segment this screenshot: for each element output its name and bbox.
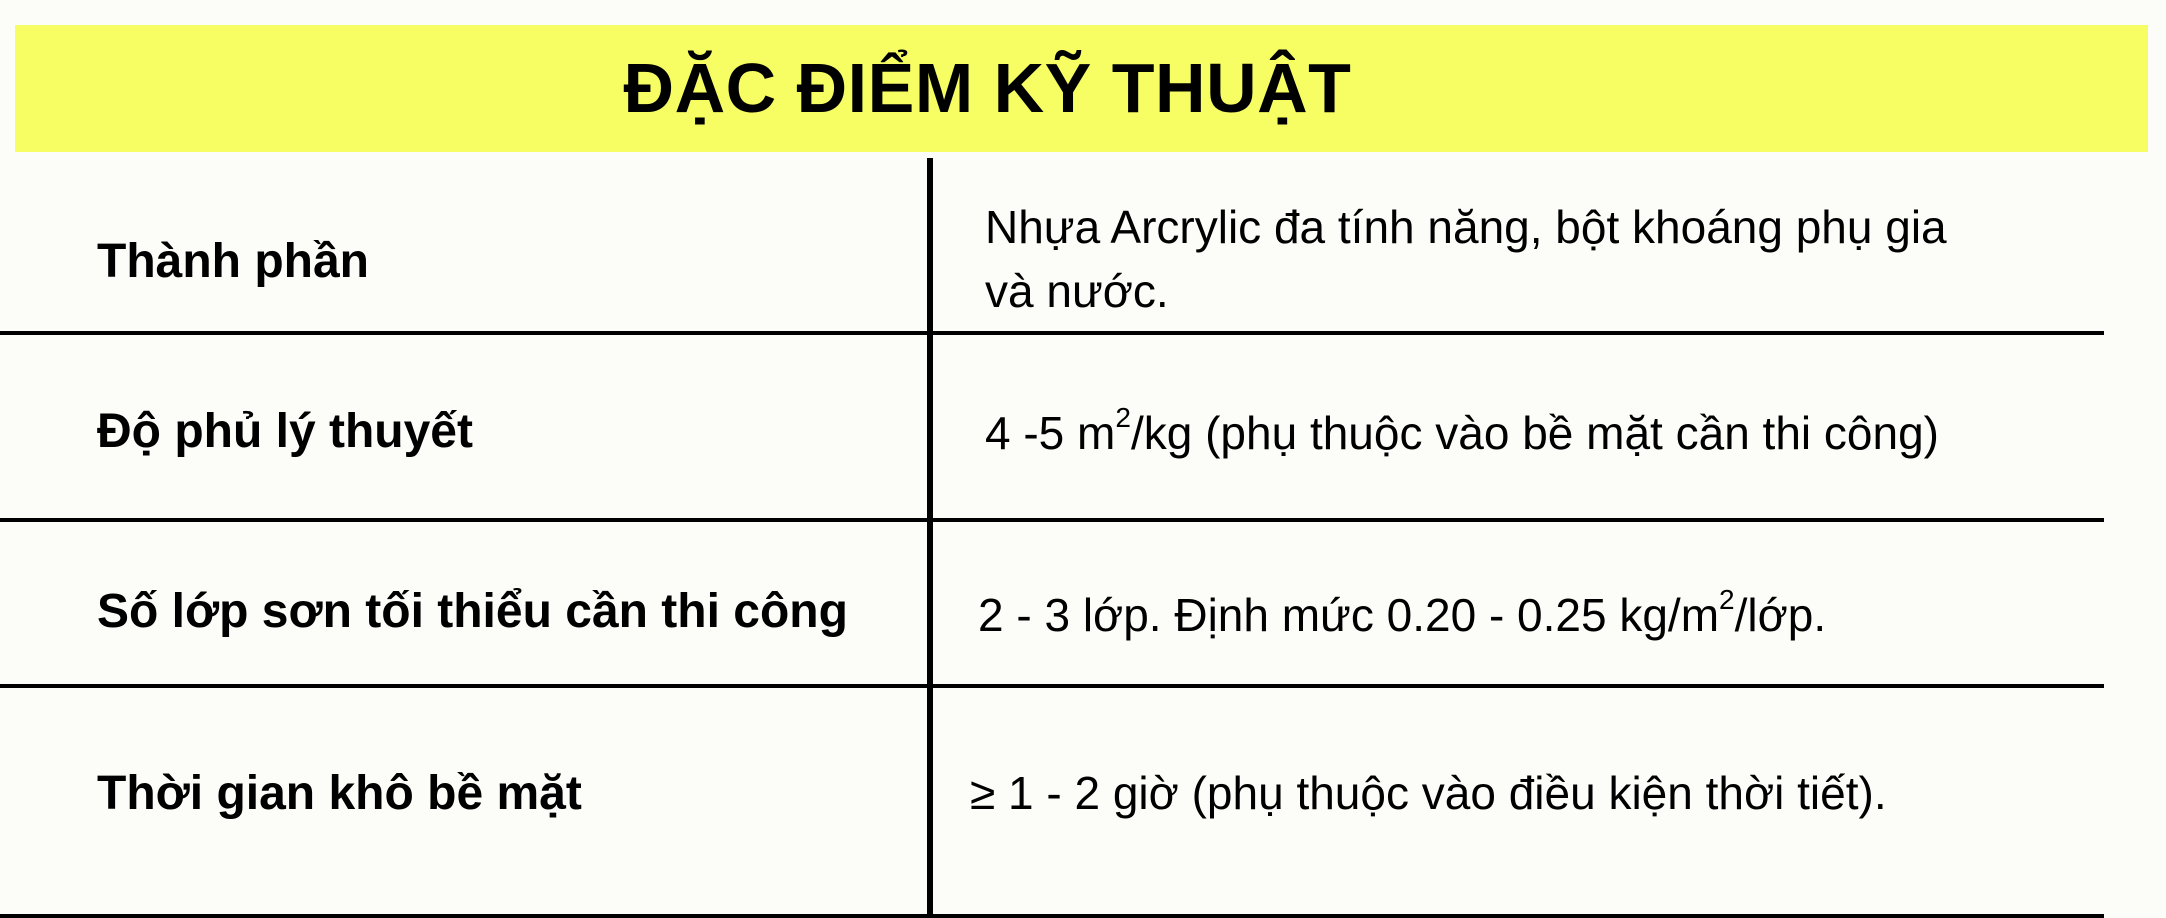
row-divider xyxy=(0,684,2104,688)
page-title: ĐẶC ĐIỂM KỸ THUẬT xyxy=(623,49,1352,127)
column-divider xyxy=(927,158,933,918)
superscript: 2 xyxy=(1719,583,1735,615)
spec-label-drying-time: Thời gian khô bề mặt xyxy=(97,767,582,820)
row-divider xyxy=(0,518,2104,522)
spec-value-coverage xyxy=(985,401,1939,465)
spec-value-composition xyxy=(985,195,1947,323)
row-divider xyxy=(0,331,2104,335)
spec-value-composition-line1: Nhựa Arcrylic đa tính năng, bột khoáng phụ gia xyxy=(985,201,1947,253)
spec-value-drying-time: ≥ 1 - 2 giờ (phụ thuộc vào điều kiện thời tiết). xyxy=(970,767,1887,819)
spec-value-composition-line2: và nước. xyxy=(985,265,1169,317)
spec-value-coats xyxy=(978,583,1826,647)
spec-label-coats: Số lớp sơn tối thiểu cần thi công xyxy=(97,585,848,638)
superscript: 2 xyxy=(1115,401,1131,433)
title-banner xyxy=(15,25,2148,152)
spec-label-coverage: Độ phủ lý thuyết xyxy=(97,405,473,458)
row-divider xyxy=(0,914,2104,918)
spec-value-coverage-tail: /kg (phụ thuộc vào bề mặt cần thi công) xyxy=(1130,407,1939,459)
spec-value-coats-tail: /lớp. xyxy=(1734,589,1827,641)
spec-label-composition: Thành phần xyxy=(97,235,369,288)
spec-value-coats-main: 2 - 3 lớp. Định mức 0.20 - 0.25 kg/m xyxy=(978,589,1720,641)
spec-value-coverage-main: 4 -5 m xyxy=(985,407,1116,459)
